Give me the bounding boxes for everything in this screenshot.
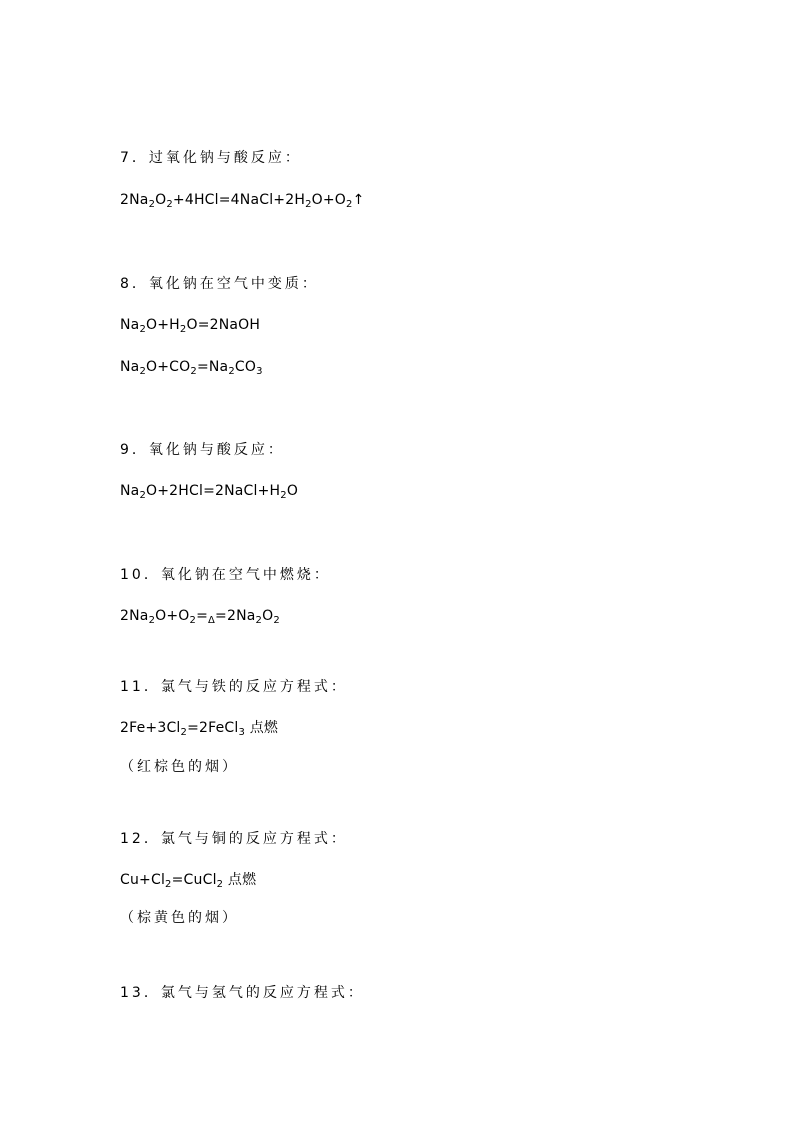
subscript: 2 xyxy=(148,615,156,626)
subscript: 2 xyxy=(228,366,235,377)
formula-text: 2Na xyxy=(120,192,149,208)
formula-text: CO xyxy=(234,359,257,375)
formula-text: 2Na xyxy=(120,608,149,624)
formula-text: ↑ xyxy=(352,192,365,208)
subscript: 2 xyxy=(179,324,187,335)
subscript: 2 xyxy=(139,366,147,377)
formula-text: O+H xyxy=(146,317,180,333)
formula-text: O xyxy=(286,483,299,499)
formula-text: 2Fe+3Cl xyxy=(120,720,181,736)
equation-line xyxy=(120,315,260,335)
subscript: 2 xyxy=(216,879,224,890)
subscript: 2 xyxy=(148,199,156,210)
section-heading-9: 9．氧化钠与酸反应： xyxy=(120,442,285,458)
formula-text: Na xyxy=(120,483,140,499)
subscript: 2 xyxy=(180,727,188,738)
section-heading-10: 10．氧化钠在空气中燃烧： xyxy=(120,567,331,583)
subscript: 2 xyxy=(139,324,147,335)
subscript: 2 xyxy=(166,199,173,210)
subscript: 2 xyxy=(139,490,147,501)
formula-text: =2Na xyxy=(215,608,256,624)
equation-line xyxy=(120,481,298,501)
formula-text: =Na xyxy=(196,359,229,375)
formula-text: （红棕色的烟） xyxy=(120,759,239,775)
subscript: Δ xyxy=(208,615,216,626)
section-heading-7: 7．过氧化钠与酸反应： xyxy=(120,150,302,166)
equation-line xyxy=(120,357,263,377)
section-heading-8: 8．氧化钠在空气中变质： xyxy=(120,276,319,292)
formula-text: O=2NaOH xyxy=(186,317,261,333)
note-line xyxy=(120,908,239,928)
formula-text: O xyxy=(155,192,167,208)
formula-text: O+CO xyxy=(146,359,191,375)
equation-line xyxy=(120,606,280,626)
note-line xyxy=(120,757,239,777)
formula-text: Na xyxy=(120,317,140,333)
section-heading-13: 13．氯气与氢气的反应方程式： xyxy=(120,985,365,1001)
formula-text: Na xyxy=(120,359,140,375)
formula-text: O+O xyxy=(155,608,190,624)
formula-text: （棕黄色的烟） xyxy=(120,910,239,926)
subscript: 2 xyxy=(280,490,287,501)
subscript: 3 xyxy=(238,727,246,738)
formula-text: = xyxy=(196,608,208,624)
subscript: 2 xyxy=(190,366,197,377)
formula-text: O+O xyxy=(311,192,347,208)
subscript: 2 xyxy=(273,615,280,626)
section-heading-12: 12．氯气与铜的反应方程式： xyxy=(120,831,348,847)
section-heading-11: 11．氯气与铁的反应方程式： xyxy=(120,679,348,695)
subscript: 2 xyxy=(255,615,263,626)
subscript: 3 xyxy=(256,366,263,377)
formula-text: Cu+Cl xyxy=(120,872,166,888)
formula-text: 点燃 xyxy=(245,720,279,736)
formula-text: =CuCl xyxy=(171,872,217,888)
equation-line xyxy=(120,870,256,890)
equation-line xyxy=(120,190,365,210)
formula-text: O+2HCl=2NaCl+H xyxy=(146,483,281,499)
formula-text: 点燃 xyxy=(223,872,257,888)
subscript: 2 xyxy=(165,879,172,890)
formula-text: O xyxy=(262,608,274,624)
formula-text: +4HCl=4NaCl+2H xyxy=(172,192,306,208)
formula-text: =2FeCl xyxy=(187,720,239,736)
subscript: 2 xyxy=(189,615,197,626)
subscript: 2 xyxy=(346,199,353,210)
subscript: 2 xyxy=(305,199,312,210)
equation-line xyxy=(120,718,278,738)
